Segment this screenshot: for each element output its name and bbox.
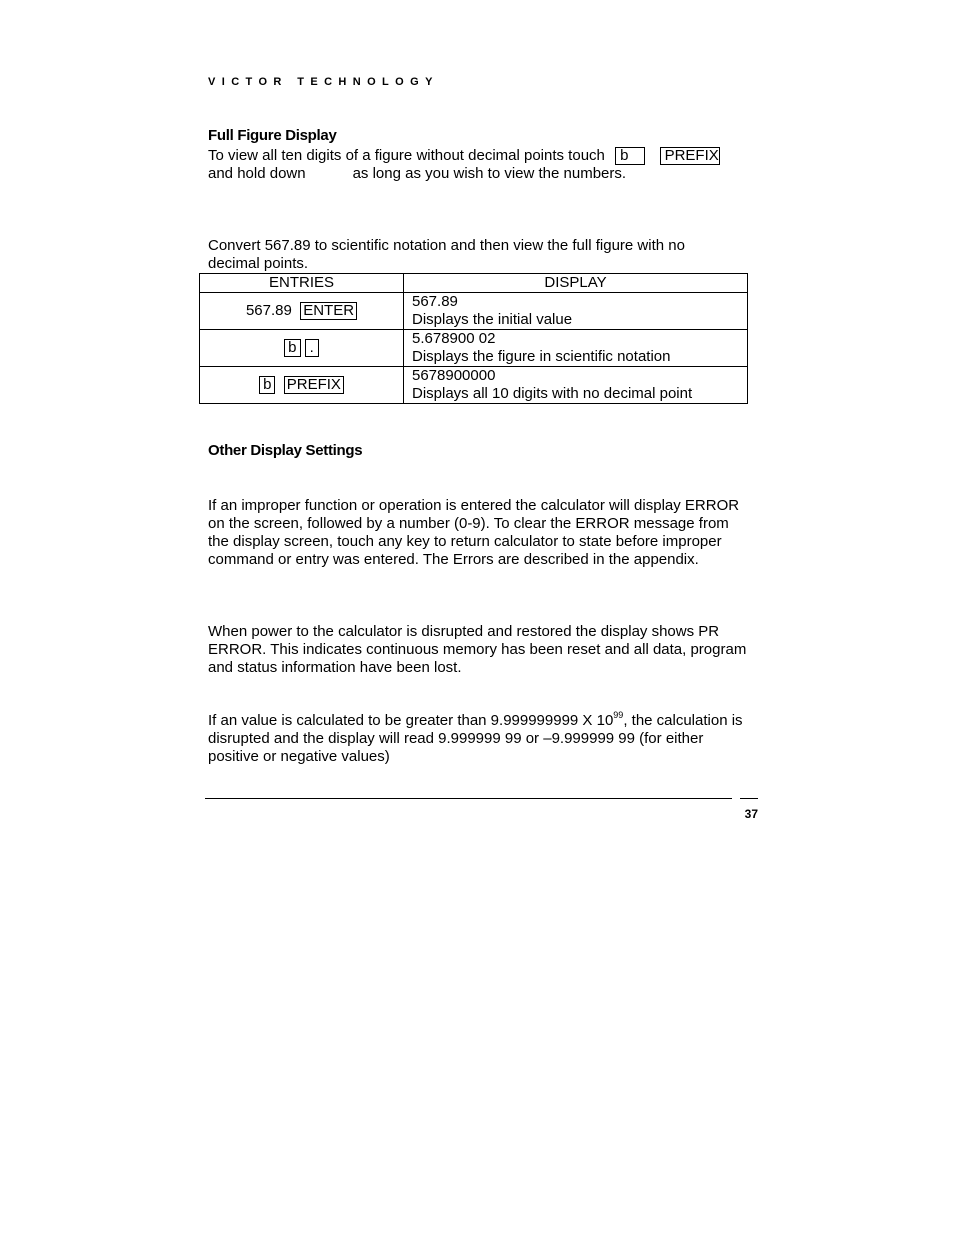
display-value: 567.89 xyxy=(412,293,458,310)
display-value: 5678900000 xyxy=(412,367,496,384)
overflow-text-a: If an value is calculated to be greater than 9.999999999 X 10 xyxy=(208,712,614,729)
entries-display-table xyxy=(199,273,748,404)
page-number: 37 xyxy=(744,807,758,821)
full-figure-paragraph xyxy=(208,147,768,165)
key-prefix: PREFIX xyxy=(660,147,720,165)
section-title-full-figure: Full Figure Display xyxy=(208,127,337,144)
hold-down-text: and hold down xyxy=(208,165,306,182)
footer-rule xyxy=(205,798,732,799)
display-description: Displays the initial value xyxy=(412,311,573,328)
overflow-paragraph xyxy=(208,712,758,766)
display-header: DISPLAY xyxy=(404,274,748,293)
key-decimal: . xyxy=(305,339,319,357)
overflow-text-b: , the calculation is disrupted and the display will read 9.999999 99 or –9.999999 99 (for either positive or negative values) xyxy=(208,712,743,765)
exponent: 99 xyxy=(613,710,624,720)
hold-down-line xyxy=(208,165,626,183)
entry-cell xyxy=(200,367,404,404)
display-value: 5.678900 02 xyxy=(412,330,496,347)
entry-cell xyxy=(200,293,404,330)
display-description: Displays the figure in scientific notation xyxy=(412,348,671,365)
entries-header: ENTRIES xyxy=(200,274,404,293)
display-cell xyxy=(404,293,748,330)
footer-rule-short xyxy=(740,798,758,799)
power-paragraph: When power to the calculator is disrupted and restored the display shows PR ERROR. This indicates continuous memory has been reset and all data, program and status information have been lost. xyxy=(208,623,747,676)
key-enter: ENTER xyxy=(300,302,357,320)
key-prefix: PREFIX xyxy=(284,376,344,394)
key-b: b xyxy=(284,339,300,357)
running-header: VICTOR TECHNOLOGY xyxy=(208,76,439,88)
example-intro: Convert 567.89 to scientific notation and then view the full figure with no decimal points. xyxy=(208,237,685,272)
display-cell xyxy=(404,330,748,367)
entry-cell xyxy=(200,330,404,367)
table-row xyxy=(200,367,748,404)
entry-value: 567.89 xyxy=(245,302,292,319)
key-b: b xyxy=(615,147,645,165)
key-b: b xyxy=(259,376,275,394)
error-paragraph: If an improper function or operation is entered the calculator will display ERROR on the screen, followed by a number (0-9). To clear the ERROR message from the display screen, touch any key to return calculator to state before improper command or entry was entered. The Errors are described in the appendix. xyxy=(208,497,740,568)
instruction-text: To view all ten digits of a figure without decimal points touch xyxy=(208,147,605,164)
display-cell xyxy=(404,367,748,404)
table-header-row xyxy=(200,274,748,293)
hold-down-rest: as long as you wish to view the numbers. xyxy=(352,165,627,182)
table-row xyxy=(200,293,748,330)
display-description: Displays all 10 digits with no decimal point xyxy=(412,385,693,402)
table-row xyxy=(200,330,748,367)
section-title-other-display: Other Display Settings xyxy=(208,442,363,459)
